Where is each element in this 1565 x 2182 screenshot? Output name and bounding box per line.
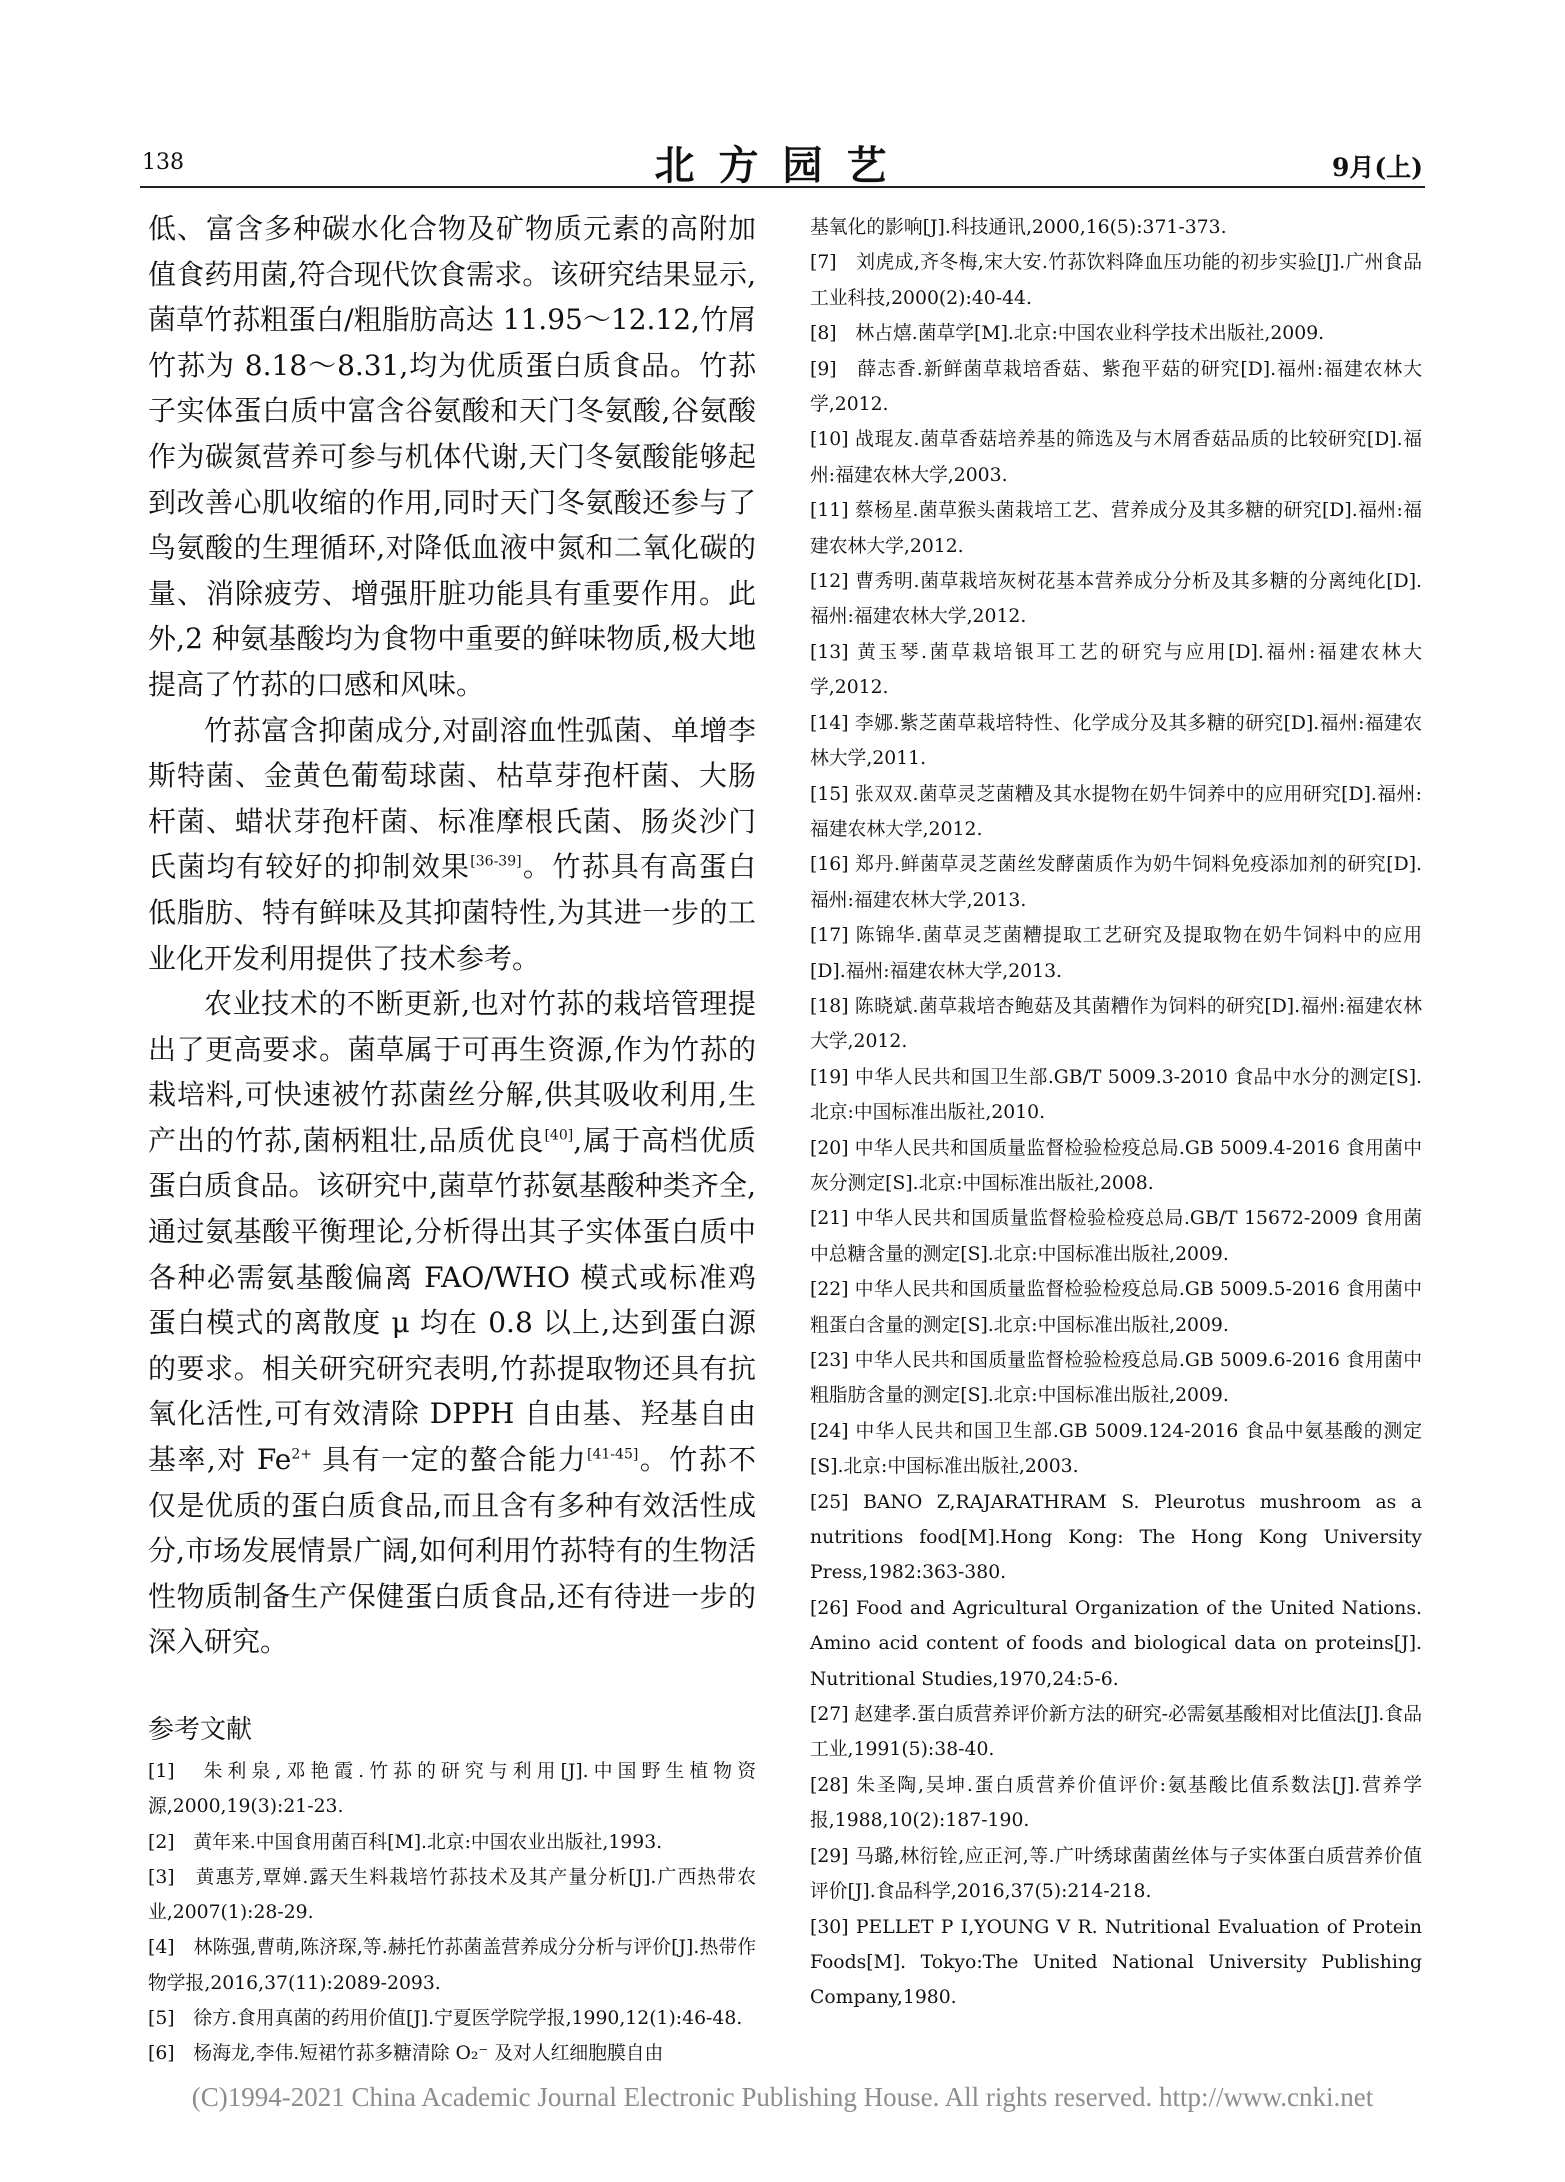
reference-item: [25] BANO Z,RAJARATHRAM S. Pleurotus mushroom as a nutritions food[M].Hong Kong: The Hong Kong University Press,1982:363-380.: [810, 1491, 1422, 1584]
header-rule: [140, 186, 1425, 188]
reference-item: [23] 中华人民共和国质量监督检验检疫总局.GB 5009.6-2016 食用菌中粗脂肪含量的测定[S].北京:中国标准出版社,2009.: [810, 1350, 1422, 1407]
reference-item: [30] PELLET P I,YOUNG V R. Nutritional Evaluation of Protein Foods[M]. Tokyo:The United National University Publishing Company,1980.: [810, 1916, 1422, 2009]
reference-item: [20] 中华人民共和国质量监督检验检疫总局.GB 5009.4-2016 食用菌中灰分测定[S].北京:中国标准出版社,2008.: [810, 1137, 1422, 1194]
reference-item: [9] 薛志香.新鲜菌草栽培香菇、紫孢平菇的研究[D].福州:福建农林大学,2012.: [810, 358, 1422, 416]
reference-item: [2] 黄年来.中国食用菌百科[M].北京:中国农业出版社,1993.: [148, 1831, 663, 1853]
citation: [40]: [544, 1127, 574, 1144]
journal-title: 北方园艺: [654, 142, 911, 189]
reference-item: [12] 曹秀明.菌草栽培灰树花基本营养成分分析及其多糖的分离纯化[D].福州:福建农林大学,2012.: [810, 571, 1422, 628]
reference-item: [21] 中华人民共和国质量监督检验检疫总局.GB/T 15672-2009 食用菌中总糖含量的测定[S].北京:中国标准出版社,2009.: [810, 1208, 1422, 1265]
reference-item: [24] 中华人民共和国卫生部.GB 5009.124-2016 食品中氨基酸的测定[S].北京:中国标准出版社,2003.: [810, 1420, 1422, 1478]
citation: [36-39]: [470, 853, 522, 870]
reference-item: [28] 朱圣陶,吴坤.蛋白质营养价值评价:氨基酸比值系数法[J].营养学报,1988,10(2):187-190.: [810, 1774, 1422, 1832]
left-column: [148, 206, 756, 2072]
citation: [41-45]: [587, 1446, 639, 1463]
paragraph-text: 农业技术的不断更新,也对竹荪的栽培管理提出了更高要求。菌草属于可再生资源,作为竹荪的栽培料,可快速被竹荪菌丝分解,供其吸收利用,生产出的竹荪,菌柄粗壮,品质优良: [148, 987, 756, 1157]
reference-item: [6] 杨海龙,李伟.短裙竹荪多糖清除 O₂⁻ 及对人红细胞膜自由: [148, 2043, 664, 2065]
paragraph-text: ,属于高档优质蛋白质食品。该研究中,菌草竹荪氨基酸种类齐全,通过氨基酸平衡理论,分析得出其子实体蛋白质中各种必需氨基酸偏离 FAO/WHO 模式或标准鸡蛋白模式的离散度 μ 均在 0.8 以上,达到蛋白源的要求。相关研究研究表明,竹荪提取物还具有抗氧化活性,可有效清除 DPPH 自由基、羟基自由基率,对 Fe: [148, 1123, 756, 1477]
right-column: [810, 210, 1422, 2016]
reference-item: [27] 赵建孝.蛋白质营养评价新方法的研究-必需氨基酸相对比值法[J].食品工业,1991(5):38-40.: [810, 1704, 1422, 1761]
reference-item: [10] 战琨友.菌草香菇培养基的筛选及与木屑香菇品质的比较研究[D].福州:福建农林大学,2003.: [810, 429, 1422, 486]
reference-item: [1] 朱利泉,邓艳霞.竹荪的研究与利用[J].中国野生植物资源,2000,19(3):21-23.: [148, 1761, 756, 1818]
reference-item: [5] 徐方.食用真菌的药用价值[J].宁夏医学院学报,1990,12(1):46-48.: [148, 2008, 743, 2030]
reference-item: [29] 马璐,林衍铨,应正河,等.广叶绣球菌菌丝体与子实体蛋白质营养价值评价[J].食品科学,2016,37(5):214-218.: [810, 1845, 1422, 1903]
reference-item: [7] 刘虎成,齐冬梅,宋大安.竹荪饮料降血压功能的初步实验[J].广州食品工业科技,2000(2):40-44.: [810, 252, 1422, 309]
copyright-footer: (C)1994-2021 China Academic Journal Electronic Publishing House. All rights reserved. http://www.cnki.net: [191, 2082, 1374, 2112]
reference-item: 基氧化的影响[J].科技通讯,2000,16(5):371-373.: [810, 217, 1227, 238]
paragraph-text: 具有一定的螯合能力: [311, 1443, 588, 1477]
reference-item: [8] 林占熺.菌草学[M].北京:中国农业科学技术出版社,2009.: [810, 323, 1325, 345]
issue-label: 9月(上): [1331, 153, 1423, 182]
body-paragraph-2: [148, 708, 756, 982]
reference-item: [15] 张双双.菌草灵芝菌糟及其水提物在奶牛饲养中的应用研究[D].福州:福建农林大学,2012.: [810, 783, 1422, 840]
reference-item: [11] 蔡杨星.菌草猴头菌栽培工艺、营养成分及其多糖的研究[D].福州:福建农林大学,2012.: [810, 500, 1422, 557]
paragraph-text: 。竹荪具有高蛋白低脂肪、特有鲜味及其抑菌特性,为其进一步的工业化开发利用提供了技术参考。: [148, 850, 756, 975]
page-number: 138: [142, 150, 184, 175]
reference-item: [18] 陈晓斌.菌草栽培杏鲍菇及其菌糟作为饲料的研究[D].福州:福建农林大学,2012.: [810, 995, 1422, 1053]
references-heading: 参考文献: [148, 1715, 253, 1745]
reference-item: [4] 林陈强,曹萌,陈济琛,等.赫托竹荪菌盖营养成分分析与评价[J].热带作物学报,2016,37(11):2089-2093.: [148, 1937, 756, 1994]
reference-item: [26] Food and Agricultural Organization of the United Nations. Amino acid content of foods and biological data on proteins[J]. Nutritional Studies,1970,24:5-6.: [810, 1597, 1422, 1690]
reference-item: [14] 李娜.紫芝菌草栽培特性、化学成分及其多糖的研究[D].福州:福建农林大学,2011.: [810, 712, 1422, 770]
reference-item: [13] 黄玉琴.菌草栽培银耳工艺的研究与应用[D].福州:福建农林大学,2012.: [810, 641, 1422, 699]
body-paragraph-3: [148, 981, 756, 1665]
reference-item: [16] 郑丹.鲜菌草灵芝菌丝发酵菌质作为奶牛饲料免疫添加剂的研究[D].福州:福建农林大学,2013.: [810, 854, 1422, 911]
reference-item: [17] 陈锦华.菌草灵芝菌糟提取工艺研究及提取物在奶牛饲料中的应用[D].福州:福建农林大学,2013.: [810, 925, 1422, 982]
body-paragraph-1: 低、富含多种碳水化合物及矿物质元素的高附加值食药用菌,符合现代饮食需求。该研究结果显示,菌草竹荪粗蛋白/粗脂肪高达 11.95～12.12,竹屑竹荪为 8.18～8.31,均为优质蛋白质食品。竹荪子实体蛋白质中富含谷氨酸和天门冬氨酸,谷氨酸作为碳氮营养可参与机体代谢,天门冬氨酸能够起到改善心肌收缩的作用,同时天门冬氨酸还参与了鸟氨酸的生理循环,对降低血液中氮和二氧化碳的量、消除疲劳、增强肝脏功能具有重要作用。此外,2 种氨基酸均为食物中重要的鲜味物质,极大地提高了竹荪的口感和风味。: [148, 212, 756, 701]
superscript: 2+: [291, 1446, 312, 1463]
reference-item: [19] 中华人民共和国卫生部.GB/T 5009.3-2010 食品中水分的测定[S].北京:中国标准出版社,2010.: [810, 1066, 1422, 1124]
paragraph-text: 竹荪富含抑菌成分,对副溶血性弧菌、单增李斯特菌、金黄色葡萄球菌、枯草芽孢杆菌、大肠杆菌、蜡状芽孢杆菌、标准摩根氏菌、肠炎沙门氏菌均有较好的抑制效果: [148, 713, 756, 884]
reference-item: [22] 中华人民共和国质量监督检验检疫总局.GB 5009.5-2016 食用菌中粗蛋白含量的测定[S].北京:中国标准出版社,2009.: [810, 1279, 1422, 1336]
reference-item: [3] 黄惠芳,覃婵.露天生料栽培竹荪技术及其产量分析[J].广西热带农业,2007(1):28-29.: [148, 1866, 756, 1924]
paragraph-text: 。竹荪不仅是优质的蛋白质食品,而且含有多种有效活性成分,市场发展情景广阔,如何利用竹荪特有的生物活性物质制备生产保健蛋白质食品,还有待进一步的深入研究。: [148, 1443, 756, 1659]
